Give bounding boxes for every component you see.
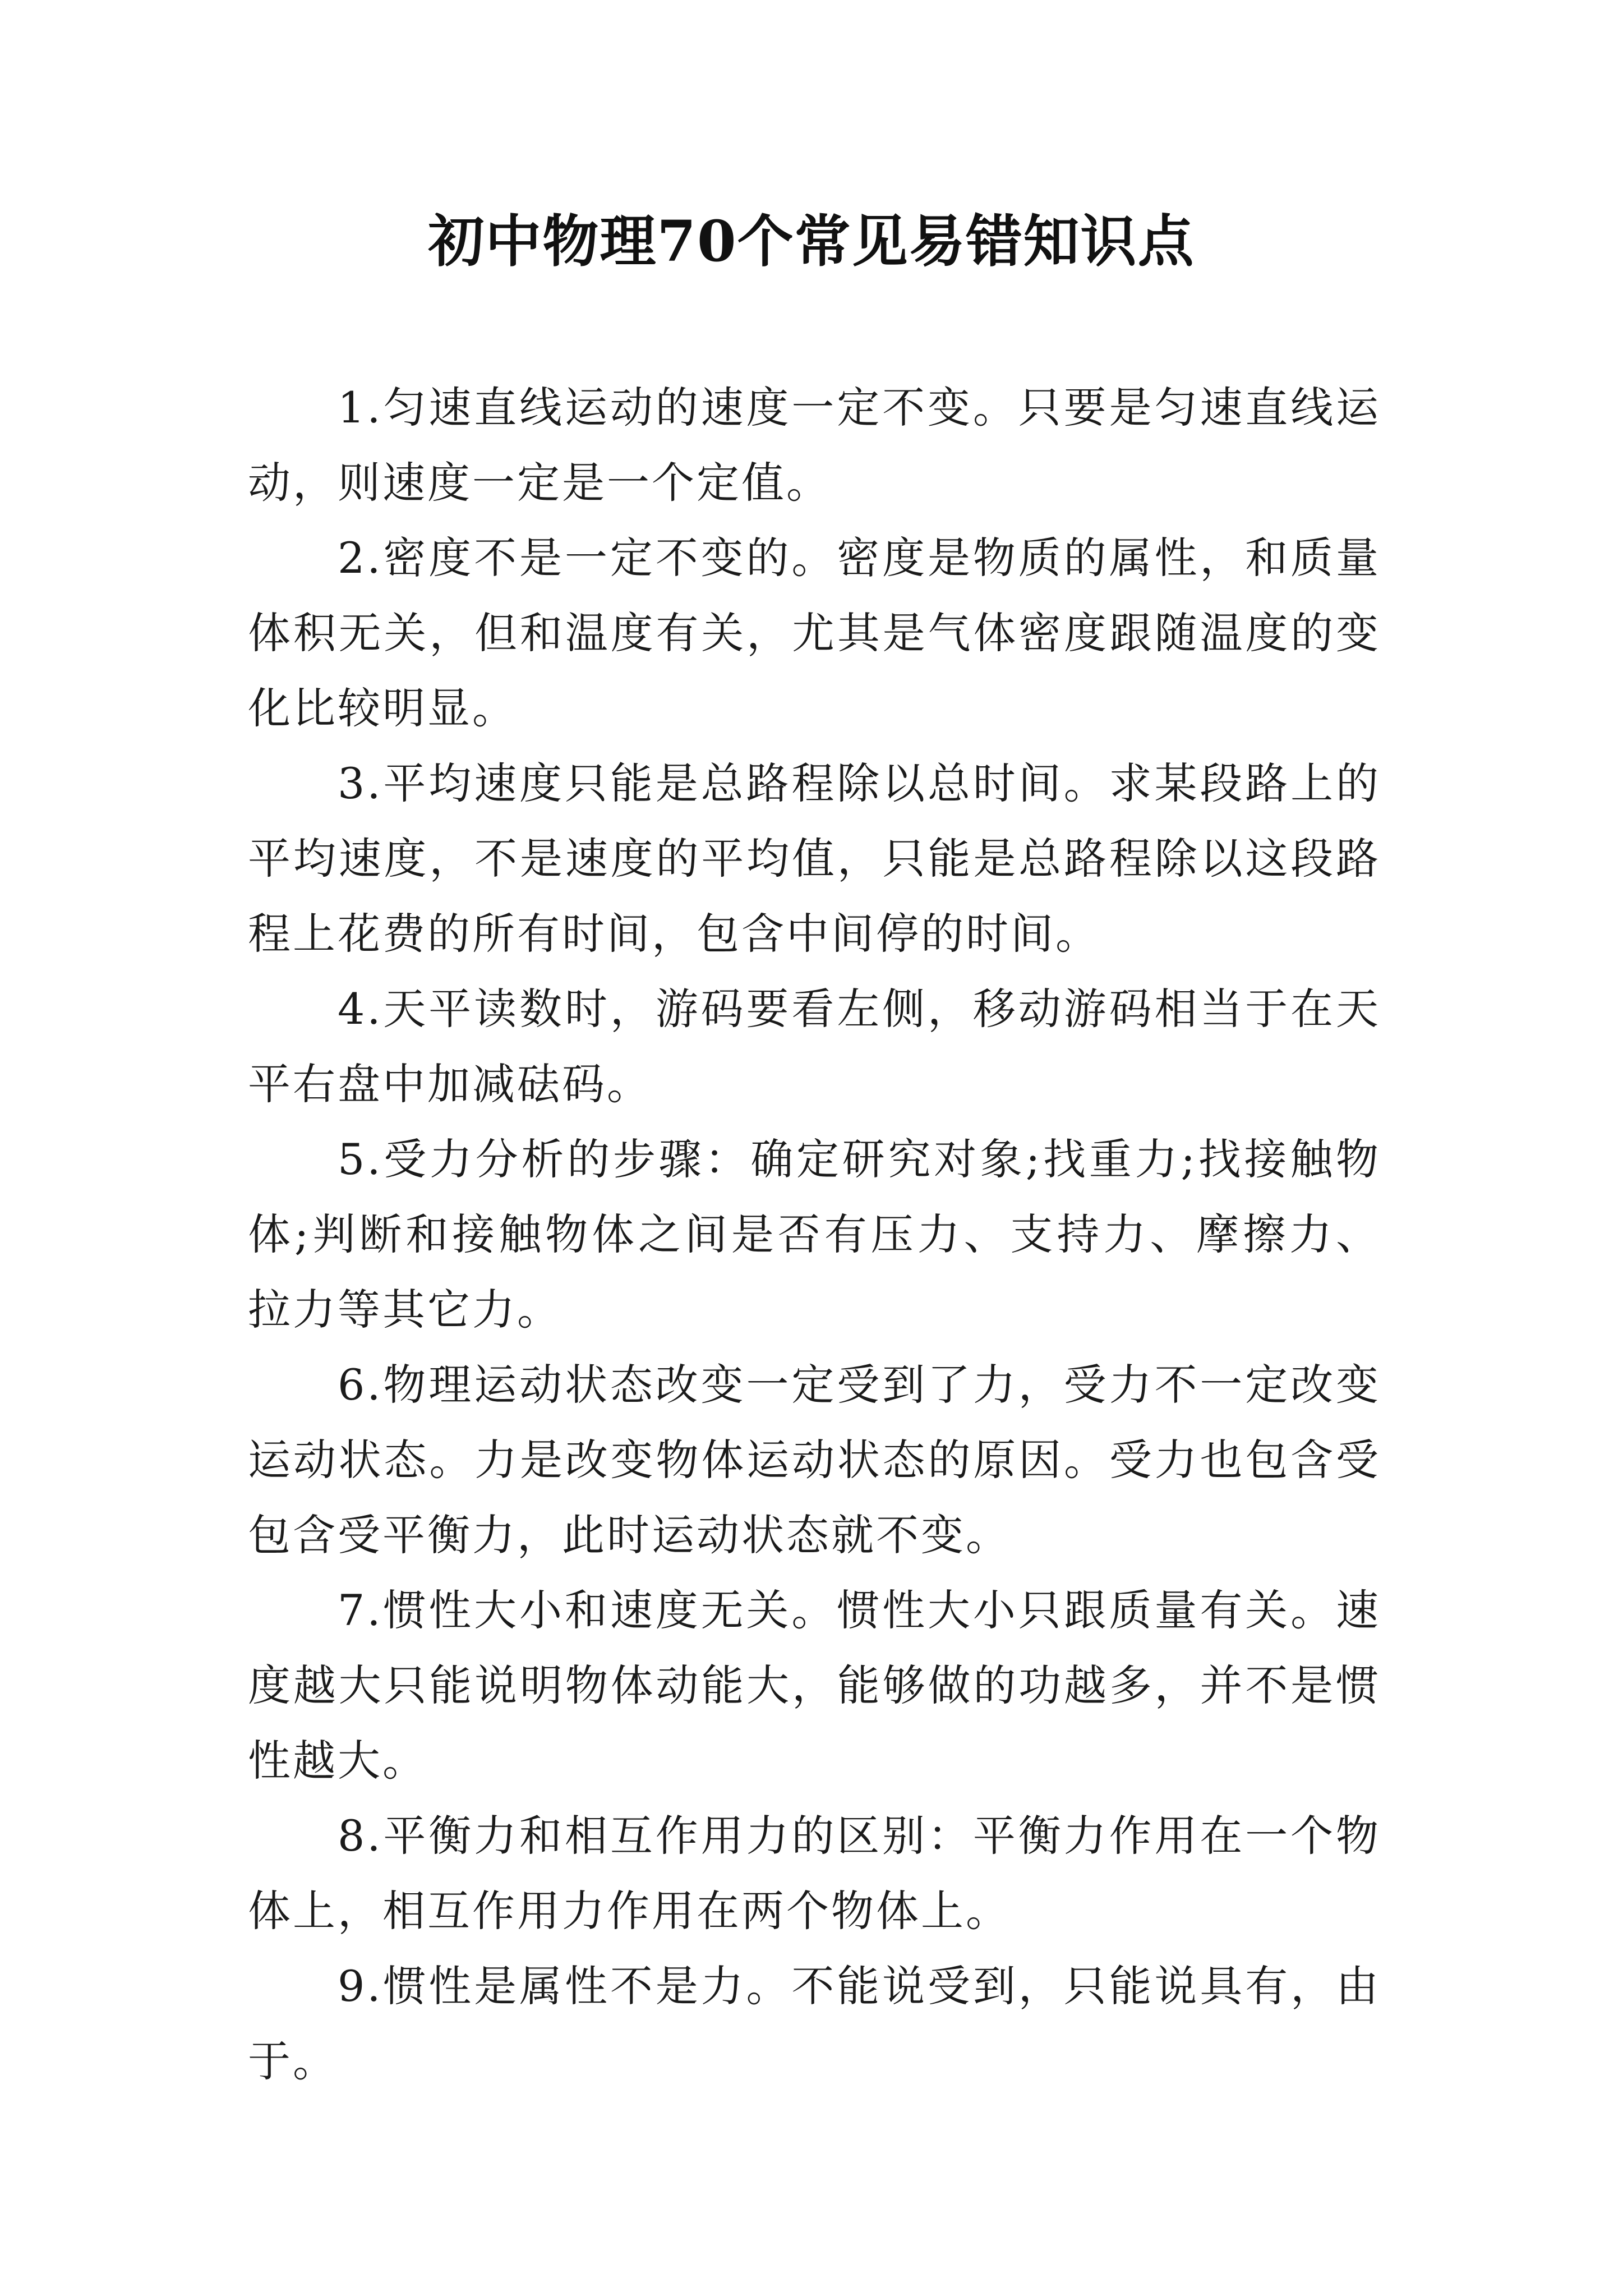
- paragraph-1: 1.匀速直线运动的速度一定不变。只要是匀速直线运动，则速度一定是一个定值。: [248, 383, 1381, 508]
- paragraph-6: 6.物理运动状态改变一定受到了力，受力不一定改变运动状态。力是改变物体运动状态的原因。受力也包含受包含受平衡力，此时运动状态就不变。: [248, 1360, 1381, 1560]
- paragraph-9: 9.惯性是属性不是力。不能说受到，只能说具有，由于。: [248, 1961, 1381, 2086]
- paragraph-7: 7.惯性大小和速度无关。惯性大小只跟质量有关。速度越大只能说明物体动能大，能够做的功越多，并不是惯性越大。: [248, 1585, 1381, 1786]
- paragraph-5: 5.受力分析的步骤：确定研究对象;找重力;找接触物体;判断和接触物体之间是否有压力、支持力、摩擦力、拉力等其它力。: [248, 1134, 1381, 1335]
- paragraph-8: 8.平衡力和相互作用力的区别：平衡力作用在一个物体上，相互作用力作用在两个物体上。: [248, 1811, 1381, 1936]
- paragraph-4: 4.天平读数时，游码要看左侧，移动游码相当于在天平右盘中加减砝码。: [248, 984, 1381, 1109]
- document-title: 初中物理70个常见易错知识点: [428, 208, 1195, 274]
- paragraph-2: 2.密度不是一定不变的。密度是物质的属性，和质量体积无关，但和温度有关，尤其是气体密度跟随温度的变化比较明显。: [248, 533, 1381, 733]
- paragraph-3: 3.平均速度只能是总路程除以总时间。求某段路上的平均速度，不是速度的平均值，只能是总路程除以这段路程上花费的所有时间，包含中间停的时间。: [248, 758, 1381, 959]
- document-body: [248, 370, 1381, 2099]
